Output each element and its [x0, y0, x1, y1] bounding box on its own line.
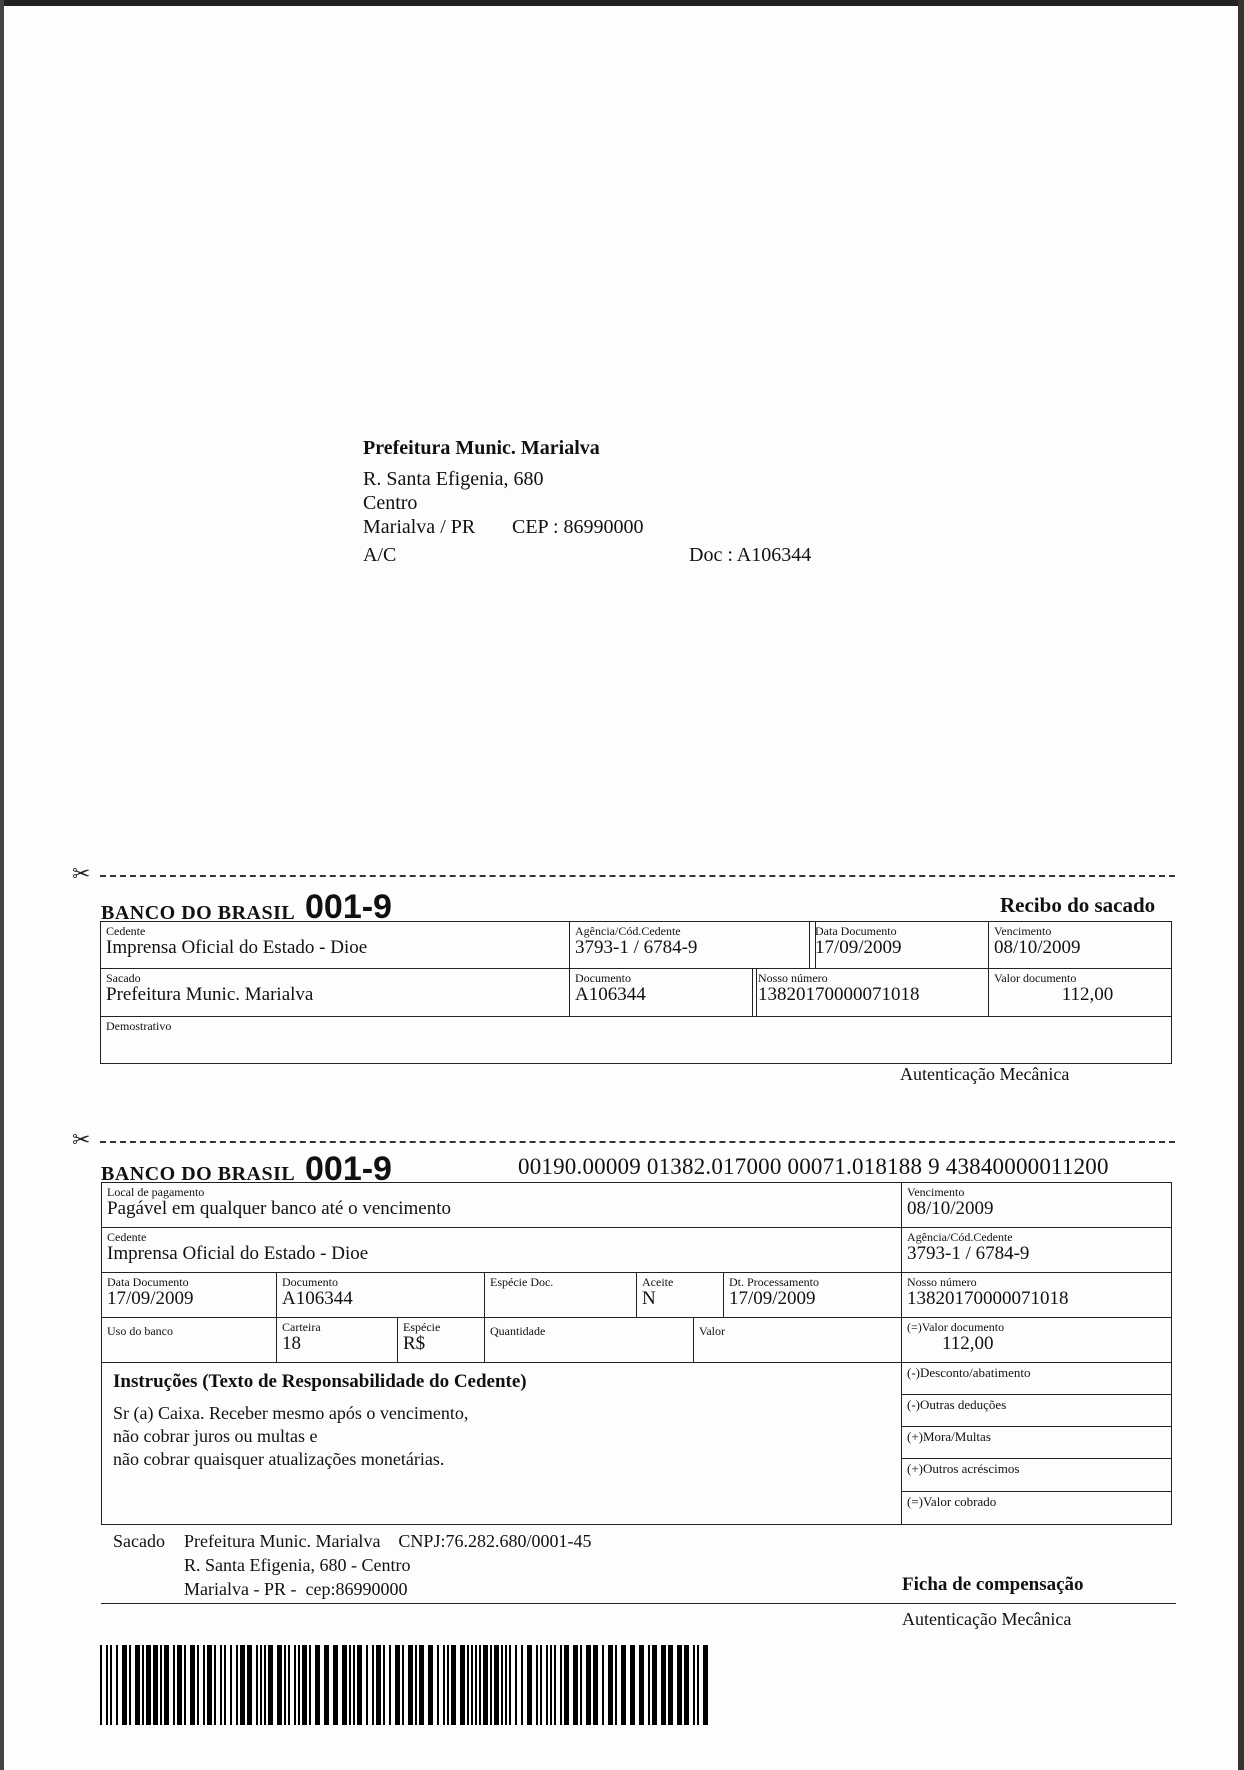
barcode-bar: [224, 1645, 226, 1725]
instructions-title: Instruções (Texto de Responsabilidade do Cedente): [113, 1371, 527, 1392]
label-outros-acrescimos: (+)Outros acréscimos: [907, 1461, 1020, 1476]
barcode-bar: [564, 1645, 569, 1725]
barcode-bar: [236, 1645, 238, 1725]
barcode-bar: [333, 1645, 338, 1725]
barcode-bar: [298, 1645, 300, 1725]
barcode-bar: [309, 1645, 311, 1725]
value-vencimento: 08/10/2009: [994, 937, 1081, 958]
barcode-bar: [697, 1645, 699, 1725]
value-ficha-nosso-numero: 13820170000071018: [907, 1288, 1069, 1309]
label-desconto: (-)Desconto/abatimento: [907, 1365, 1031, 1380]
ficha-title: Ficha de compensação: [902, 1574, 1084, 1595]
barcode-bar: [376, 1645, 381, 1725]
value-sacado: Prefeitura Munic. Marialva: [106, 984, 314, 1005]
barcode-bar: [153, 1645, 158, 1725]
barcode-bar: [135, 1645, 140, 1725]
scan-border-left: [0, 0, 4, 1770]
label-valor: Valor: [699, 1324, 725, 1338]
address-doc: Doc : A106344: [689, 544, 812, 566]
address-street: R. Santa Efigenia, 680: [363, 468, 544, 490]
cell-ficha-vencimento: [901, 1182, 1172, 1228]
cell-local-pagamento: [101, 1182, 902, 1228]
label-vencimento: Vencimento: [994, 924, 1052, 938]
label-documento: Documento: [575, 971, 631, 985]
value-ficha-data-doc: 17/09/2009: [107, 1288, 194, 1309]
barcode-bar: [214, 1645, 216, 1725]
label-ficha-agencia: Agência/Cód.Cedente: [907, 1230, 1013, 1244]
label-cedente: Cedente: [106, 924, 146, 938]
barcode-bar: [661, 1645, 666, 1725]
cell-ficha-cedente: [101, 1227, 902, 1273]
instruction-line-1: Sr (a) Caixa. Receber mesmo após o vencimento,: [113, 1403, 469, 1423]
value-carteira: 18: [282, 1333, 301, 1354]
barcode-bar: [668, 1645, 673, 1725]
barcode-bar: [621, 1645, 626, 1725]
label-aceite: Aceite: [642, 1275, 674, 1289]
label-quantidade: Quantidade: [490, 1324, 546, 1338]
label-ficha-nosso-numero: Nosso número: [907, 1275, 977, 1289]
barcode-bar: [586, 1645, 591, 1725]
barcode-bar: [677, 1645, 682, 1725]
barcode-bar: [560, 1645, 562, 1725]
ficha-bank-code: 001-9: [305, 1150, 392, 1188]
label-ficha-valor-doc: (=)Valor documento: [907, 1320, 1005, 1334]
cell-outros-acrescimos: [901, 1458, 1172, 1492]
label-especie: Espécie: [403, 1320, 441, 1334]
label-ficha-vencimento: Vencimento: [907, 1185, 965, 1199]
barcode-bar: [630, 1645, 635, 1725]
barcode-bar: [106, 1645, 108, 1725]
barcode-bar: [184, 1645, 186, 1725]
value-ficha-agencia: 3793-1 / 6784-9: [907, 1243, 1030, 1264]
barcode-bar: [443, 1645, 445, 1725]
label-ficha-data-doc: Data Documento: [107, 1275, 189, 1289]
address-district: Centro: [363, 492, 418, 514]
barcode-bar: [294, 1645, 296, 1725]
label-outras-deducoes: (-)Outras deduções: [907, 1397, 1007, 1412]
barcode-bar: [302, 1645, 307, 1725]
barcode-bar: [652, 1645, 657, 1725]
barcode-bar: [602, 1645, 604, 1725]
barcode-bar: [415, 1645, 417, 1725]
label-especie-doc: Espécie Doc.: [490, 1275, 554, 1289]
label-dt-processamento: Dt. Processamento: [729, 1275, 819, 1289]
value-nosso-numero: 13820170000071018: [758, 984, 920, 1005]
barcode-bar: [110, 1645, 112, 1725]
cut-line: [100, 875, 1175, 877]
address-ac: A/C: [363, 544, 397, 566]
barcode-bar: [366, 1645, 368, 1725]
scan-border-top: [0, 0, 1244, 6]
value-agencia: 3793-1 / 6784-9: [575, 937, 698, 958]
barcode-bar: [460, 1645, 465, 1725]
label-carteira: Carteira: [282, 1320, 321, 1334]
barcode-bar: [372, 1645, 374, 1725]
barcode-bar: [693, 1645, 695, 1725]
barcode-bar: [160, 1645, 162, 1725]
cell-ficha-documento: [276, 1272, 485, 1318]
cell-valor: [693, 1317, 902, 1363]
bank-code: 001-9: [305, 888, 392, 926]
barcode-bar: [383, 1645, 385, 1725]
ficha-autenticacao: Autenticação Mecânica: [902, 1609, 1072, 1629]
cell-valor-doc: [988, 968, 1172, 1017]
cell-dt-processamento: [723, 1272, 902, 1318]
barcode-bar: [608, 1645, 613, 1725]
linha-digitavel: 00190.00009 01382.017000 00071.018188 9 43840000011200: [518, 1154, 1109, 1179]
barcode-bar: [471, 1645, 473, 1725]
barcode-bar: [540, 1645, 542, 1725]
value-ficha-vencimento: 08/10/2009: [907, 1198, 994, 1219]
label-sacado: Sacado: [106, 971, 141, 985]
barcode-bar: [173, 1645, 175, 1725]
barcode-bar: [505, 1645, 507, 1725]
receipt-autenticacao: Autenticação Mecânica: [900, 1064, 1070, 1084]
address-name: Prefeitura Munic. Marialva: [363, 437, 600, 459]
ficha-sacado-label: Sacado: [113, 1531, 165, 1551]
barcode-bar: [190, 1645, 195, 1725]
address-city: Marialva / PR: [363, 516, 476, 538]
barcode-bar: [593, 1645, 598, 1725]
barcode-bar: [197, 1645, 199, 1725]
barcode: [100, 1645, 712, 1725]
scissors-icon: ✂: [72, 862, 91, 887]
value-cedente: Imprensa Oficial do Estado - Dioe: [106, 937, 368, 958]
value-documento: A106344: [575, 984, 646, 1005]
barcode-bar: [164, 1645, 169, 1725]
value-local-pagamento: Pagável em qualquer banco até o vencimento: [107, 1198, 451, 1219]
barcode-bar: [100, 1645, 102, 1725]
cell-documento: [569, 968, 757, 1017]
barcode-bar: [536, 1645, 538, 1725]
ficha-bank-name: BANCO DO BRASIL: [101, 1163, 296, 1185]
cell-demostrativo: [100, 1016, 1172, 1064]
label-demostrativo: Demostrativo: [106, 1019, 172, 1033]
barcode-bar: [451, 1645, 456, 1725]
barcode-bar: [260, 1645, 262, 1725]
ficha-sacado-line-1: Prefeitura Munic. Marialva CNPJ:76.282.680/0001-45: [184, 1531, 592, 1551]
barcode-bar: [324, 1645, 329, 1725]
barcode-bar: [546, 1645, 548, 1725]
barcode-bar: [122, 1645, 127, 1725]
barcode-bar: [268, 1645, 273, 1725]
cell-vencimento: [988, 921, 1172, 969]
barcode-bar: [142, 1645, 144, 1725]
bank-name: BANCO DO BRASIL: [101, 902, 296, 924]
barcode-bar: [475, 1645, 477, 1725]
barcode-bar: [349, 1645, 351, 1725]
cell-sacado: [100, 968, 570, 1017]
cell-outras-deducoes: [901, 1394, 1172, 1427]
barcode-bar: [684, 1645, 689, 1725]
barcode-bar: [467, 1645, 469, 1725]
cell-nosso-numero: [752, 968, 989, 1017]
cell-data-doc: [809, 921, 989, 969]
barcode-bar: [264, 1645, 266, 1725]
barcode-bar: [554, 1645, 556, 1725]
barcode-bar: [240, 1645, 245, 1725]
barcode-bar: [230, 1645, 232, 1725]
label-ficha-documento: Documento: [282, 1275, 338, 1289]
barcode-bar: [207, 1645, 212, 1725]
ficha-divider: [101, 1603, 1176, 1604]
cell-agencia: [569, 921, 816, 969]
value-data-doc: 17/09/2009: [815, 937, 902, 958]
cell-ficha-valor-doc: [901, 1317, 1172, 1363]
barcode-bar: [389, 1645, 391, 1725]
barcode-bar: [428, 1645, 433, 1725]
label-data-doc: Data Documento: [815, 924, 897, 938]
barcode-bar: [615, 1645, 617, 1725]
barcode-bar: [447, 1645, 449, 1725]
barcode-bar: [509, 1645, 511, 1725]
barcode-bar: [550, 1645, 552, 1725]
barcode-bar: [437, 1645, 439, 1725]
barcode-bar: [527, 1645, 532, 1725]
barcode-bar: [315, 1645, 320, 1725]
ficha-sacado-line-3: Marialva - PR - cep:86990000: [184, 1579, 408, 1599]
barcode-bar: [490, 1645, 492, 1725]
barcode-bar: [501, 1645, 503, 1725]
barcode-bar: [402, 1645, 404, 1725]
cell-especie: [397, 1317, 485, 1363]
barcode-bar: [648, 1645, 650, 1725]
cell-cedente: [100, 921, 570, 969]
label-valor-cobrado: (=)Valor cobrado: [907, 1494, 997, 1509]
cell-aceite: [636, 1272, 724, 1318]
barcode-bar: [116, 1645, 118, 1725]
scan-border-right: [1238, 0, 1244, 1770]
barcode-bar: [284, 1645, 286, 1725]
barcode-bar: [256, 1645, 258, 1725]
ficha-sacado-line-2: R. Santa Efigenia, 680 - Centro: [184, 1555, 411, 1575]
barcode-bar: [395, 1645, 400, 1725]
cell-desconto: [901, 1362, 1172, 1395]
cell-ficha-agencia: [901, 1227, 1172, 1273]
instruction-line-3: não cobrar quaisquer atualizações monetárias.: [113, 1449, 445, 1469]
barcode-bar: [357, 1645, 362, 1725]
value-dt-processamento: 17/09/2009: [729, 1288, 816, 1309]
barcode-bar: [639, 1645, 644, 1725]
barcode-bar: [419, 1645, 424, 1725]
cell-quantidade: [484, 1317, 694, 1363]
cell-mora-multas: [901, 1426, 1172, 1459]
barcode-bar: [483, 1645, 488, 1725]
label-uso-banco: Uso do banco: [107, 1324, 173, 1338]
barcode-bar: [515, 1645, 517, 1725]
label-ficha-cedente: Cedente: [107, 1230, 147, 1244]
barcode-bar: [277, 1645, 282, 1725]
barcode-bar: [580, 1645, 582, 1725]
label-local-pagamento: Local de pagamento: [107, 1185, 205, 1199]
cell-ficha-data-doc: [101, 1272, 277, 1318]
label-valor-doc: Valor documento: [994, 971, 1077, 985]
value-ficha-cedente: Imprensa Oficial do Estado - Dioe: [107, 1243, 369, 1264]
barcode-bar: [408, 1645, 413, 1725]
barcode-bar: [521, 1645, 523, 1725]
barcode-bar: [146, 1645, 151, 1725]
address-cep: CEP : 86990000: [512, 516, 644, 538]
barcode-bar: [288, 1645, 290, 1725]
cell-valor-cobrado: [901, 1491, 1172, 1525]
value-valor-doc: 112,00: [1061, 984, 1114, 1005]
value-especie: R$: [403, 1333, 426, 1354]
cut-line-2: [100, 1141, 1175, 1143]
receipt-title: Recibo do sacado: [1000, 893, 1156, 917]
barcode-bar: [177, 1645, 182, 1725]
scissors-icon-2: ✂: [72, 1128, 91, 1153]
instruction-line-2: não cobrar juros ou multas e: [113, 1426, 318, 1446]
value-ficha-valor-doc: 112,00: [942, 1333, 994, 1354]
barcode-bar: [220, 1645, 222, 1725]
barcode-bar: [247, 1645, 252, 1725]
cell-ficha-nosso-numero: [901, 1272, 1172, 1318]
cell-uso-banco: [101, 1317, 277, 1363]
barcode-bar: [353, 1645, 355, 1725]
cell-especie-doc: [484, 1272, 637, 1318]
barcode-bar: [129, 1645, 131, 1725]
barcode-bar: [203, 1645, 205, 1725]
label-nosso-numero: Nosso número: [758, 971, 828, 985]
barcode-bar: [479, 1645, 481, 1725]
label-agencia: Agência/Cód.Cedente: [575, 924, 681, 938]
value-ficha-documento: A106344: [282, 1288, 353, 1309]
barcode-bar: [494, 1645, 499, 1725]
value-aceite: N: [642, 1288, 656, 1309]
barcode-bar: [342, 1645, 347, 1725]
barcode-bar: [703, 1645, 708, 1725]
cell-carteira: [276, 1317, 398, 1363]
label-mora-multas: (+)Mora/Multas: [907, 1429, 991, 1444]
barcode-bar: [573, 1645, 578, 1725]
